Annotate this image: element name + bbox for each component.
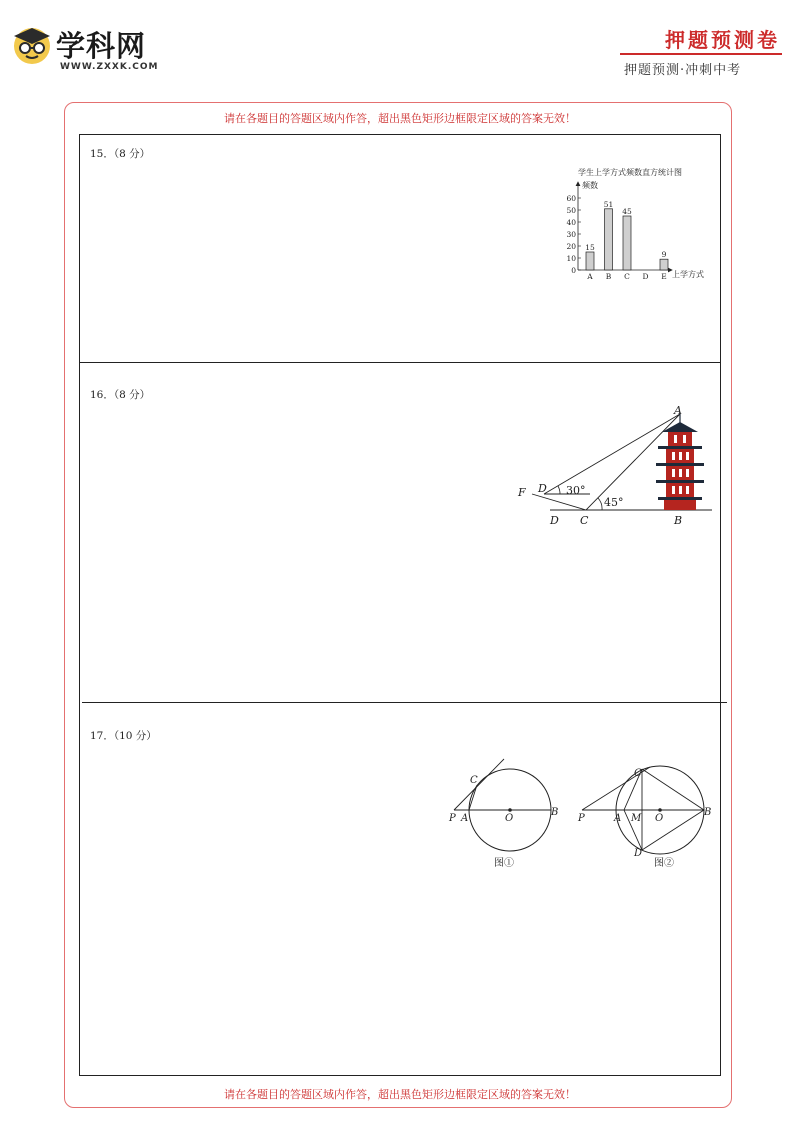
figure-caption: 图① <box>494 858 514 869</box>
label-D-top: D <box>538 482 547 495</box>
category-label-D: D <box>642 272 649 281</box>
data-label-A: 15 <box>585 243 595 252</box>
label-A: A <box>614 813 622 824</box>
y-tick-label: 10 <box>566 254 576 263</box>
label-A: A <box>674 404 682 417</box>
data-label-C: 45 <box>622 207 632 216</box>
label-P: P <box>449 813 456 824</box>
label-M: M <box>631 813 642 824</box>
data-label-B: 51 <box>603 199 614 209</box>
chord-C-B <box>642 769 704 810</box>
tangent-line <box>454 759 504 810</box>
label-O: O <box>655 813 664 824</box>
pagoda-tower <box>656 412 704 510</box>
logo-text: 学科网 <box>56 29 147 63</box>
warning-text-top: 请在各题目的答题区域内作答，超出黑色矩形边框限定区域的答案无效！ <box>224 112 576 125</box>
bar-chart <box>560 164 720 286</box>
angle-30-arc <box>558 486 560 494</box>
y-tick-label: 50 <box>566 206 576 215</box>
bar-C <box>623 216 631 270</box>
bar-B <box>605 209 613 270</box>
bar-E <box>660 259 668 270</box>
circle-figure-2 <box>574 755 714 871</box>
question-divider <box>82 702 727 703</box>
y-tick-label: 60 <box>566 194 576 203</box>
chord-D-B <box>642 810 704 850</box>
y-tick-label: 0 <box>571 266 576 275</box>
circle-figure-1 <box>444 755 566 871</box>
chart-xlabel: 上学方式 <box>672 270 704 279</box>
label-C: C <box>580 514 589 527</box>
tower-figure <box>510 404 715 528</box>
line-C-A <box>586 414 680 510</box>
bar-A <box>586 252 594 270</box>
angle-30-label: 30° <box>566 484 586 497</box>
label-D-bottom: D <box>550 514 559 527</box>
label-B: B <box>551 807 559 818</box>
label-F: F <box>518 486 526 499</box>
label-D: D <box>634 848 643 859</box>
warning-text-bottom: 请在各题目的答题区域内作答，超出黑色矩形边框限定区域的答案无效！ <box>224 1088 576 1101</box>
category-label-A: A <box>587 272 593 281</box>
category-label-B: B <box>605 272 612 281</box>
center-dot <box>508 808 512 812</box>
label-A: A <box>461 813 469 824</box>
question-16-label: 16．（8 分） <box>90 389 151 401</box>
center-dot <box>658 808 662 812</box>
chart-title: 学生上学方式频数直方统计图 <box>578 168 682 177</box>
category-label-C: C <box>624 272 630 281</box>
category-label-E: E <box>661 272 667 281</box>
question-17-label: 17．（10 分） <box>90 730 157 742</box>
chord-A-C <box>469 785 477 810</box>
y-tick-label: 20 <box>566 242 576 251</box>
angle-45-label: 45° <box>604 496 624 509</box>
banner-title: 押题预测卷 <box>665 28 780 52</box>
y-tick-label: 30 <box>566 230 576 239</box>
label-C: C <box>470 775 478 786</box>
label-P: P <box>578 813 585 824</box>
banner-subtitle: 押题预测·冲刺中考 <box>624 63 742 78</box>
chart-ylabel: 频数 <box>582 181 598 190</box>
label-B: B <box>674 514 683 527</box>
label-C: C <box>634 768 642 779</box>
y-tick-label: 40 <box>566 218 576 227</box>
logo-url: WWW.ZXXK.COM <box>60 62 159 72</box>
data-label-E: 9 <box>661 250 667 260</box>
figure-caption: 图② <box>654 858 674 869</box>
banner-underline <box>620 53 782 55</box>
question-divider <box>79 362 721 363</box>
question-15-label: 15．（8 分） <box>90 148 151 160</box>
label-B: B <box>704 807 712 818</box>
angle-45-arc <box>598 498 602 510</box>
label-O: O <box>505 813 514 824</box>
